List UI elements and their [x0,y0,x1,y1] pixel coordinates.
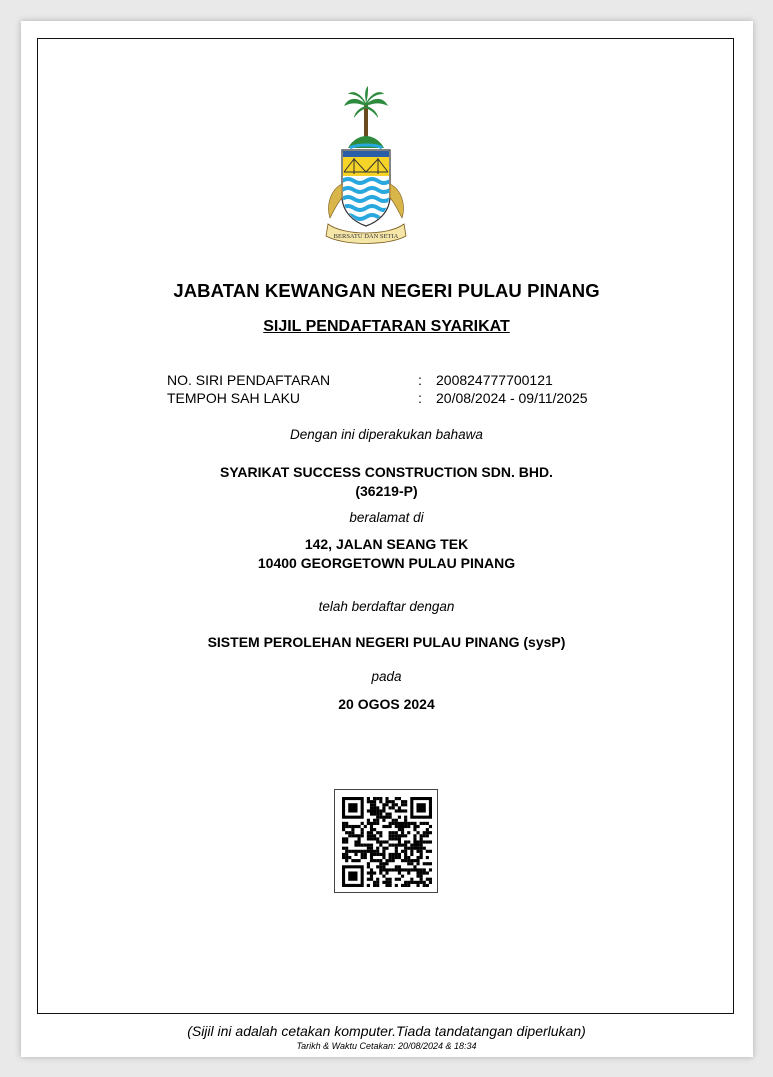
address-line-2: 10400 GEORGETOWN PULAU PINANG [257,555,516,571]
qr-code-icon [334,789,438,893]
certify-text: Dengan ini diperakukan bahawa [290,427,483,442]
system-name: SISTEM PEROLEHAN NEGERI PULAU PINANG (sysP) [207,634,566,650]
address-line-1: 142, JALAN SEANG TEK [304,536,469,552]
qr-code-graphic [342,797,432,887]
crest-motto: BERSATU DAN SETIA [333,233,399,240]
registered-intro: telah berdaftar dengan [318,599,455,614]
qr-finder-pattern [342,865,364,887]
validity-label: TEMPOH SAH LAKU [167,390,301,406]
company-name: SYARIKAT SUCCESS CONSTRUCTION SDN. BHD. [220,464,553,480]
company-reg-no: (36219-P) [355,483,418,499]
qr-finder-pattern [410,797,432,819]
print-timestamp: Tarikh & Waktu Cetakan: 20/08/2024 & 18:34 [296,1041,477,1051]
department-title: JABATAN KEWANGAN NEGERI PULAU PINANG [173,280,600,301]
address-intro: beralamat di [349,510,424,525]
certificate-title: SIJIL PENDAFTARAN SYARIKAT [263,318,510,335]
penang-crest-icon [308,86,424,246]
validity-value: 20/08/2024 - 09/11/2025 [436,390,588,406]
serial-separator: : [418,372,422,388]
qr-finder-pattern [342,797,364,819]
serial-label: NO. SIRI PENDAFTARAN [167,372,331,388]
date-intro: pada [371,669,402,684]
serial-value: 200824777700121 [436,372,553,388]
footer-note: (Sijil ini adalah cetakan komputer.Tiada tandatangan diperlukan) [187,1023,586,1039]
registration-date: 20 OGOS 2024 [338,696,435,712]
validity-separator: : [418,390,422,406]
